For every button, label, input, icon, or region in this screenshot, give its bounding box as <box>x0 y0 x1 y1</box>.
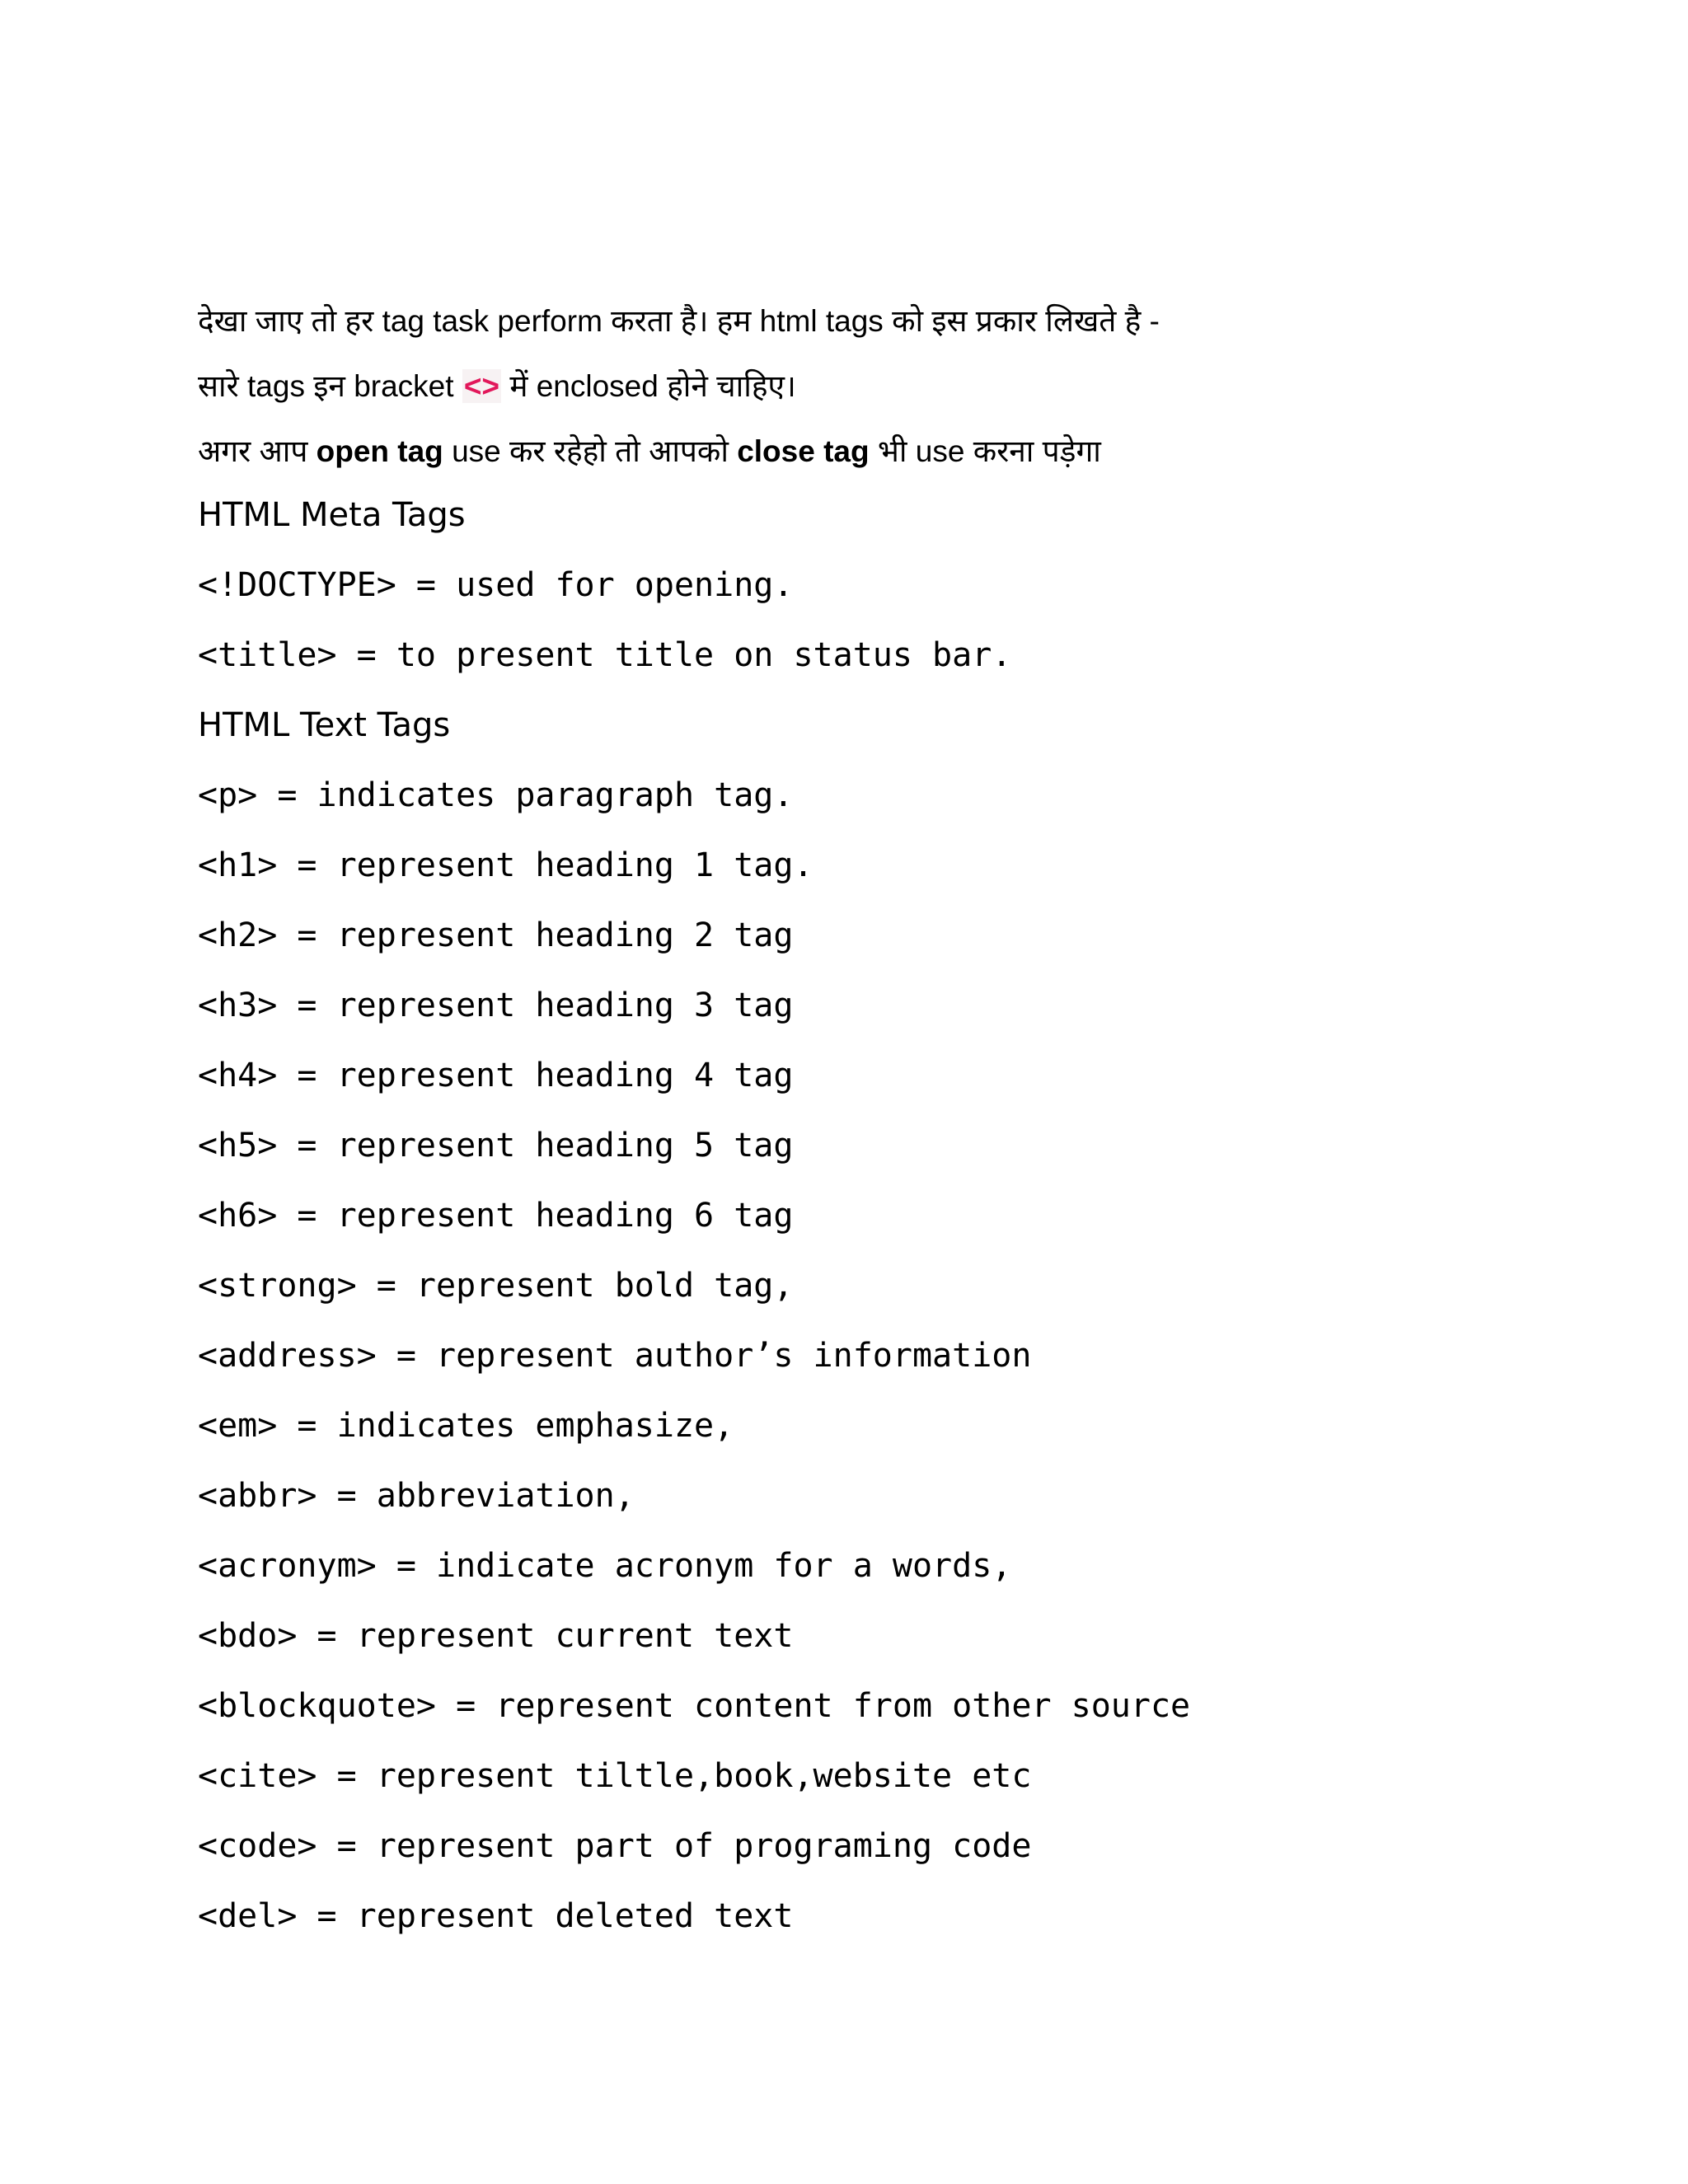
intro-line-1 <box>198 298 1160 340</box>
text-item-address: <address> = represent author’s information <box>198 1337 1032 1375</box>
text-item-h3: <h3> = represent heading 3 tag <box>198 987 794 1024</box>
text-item-abbr: <abbr> = abbreviation, <box>198 1477 635 1515</box>
meta-item-title: <title> = to present title on status bar. <box>198 636 1012 674</box>
intro-line-2-before: सारे tags इन bracket <box>198 369 462 403</box>
text-item-acronym: <acronym> = indicate acronym for a words, <box>198 1547 1012 1585</box>
bracket-symbol: <> <box>463 369 500 403</box>
meta-tags-heading: HTML Meta Tags <box>198 496 466 534</box>
text-item-blockquote: <blockquote> = represent content from other source <box>198 1687 1191 1725</box>
intro-line-3-part1: अगर आप <box>198 434 316 468</box>
text-item-cite: <cite> = represent tiltle,book,website etc <box>198 1757 1032 1795</box>
intro-line-2 <box>198 363 796 405</box>
intro-line-3-part3: भी use करना पड़ेगा <box>869 434 1101 468</box>
intro-line-3 <box>198 429 1101 471</box>
intro-line-3-part2: use कर रहेहो तो आपको <box>443 434 738 468</box>
open-tag-term: open tag <box>316 434 443 468</box>
close-tag-term: close tag <box>737 434 870 468</box>
text-tags-heading: HTML Text Tags <box>198 706 451 744</box>
text-item-p: <p> = indicates paragraph tag. <box>198 776 794 814</box>
text-item-h1: <h1> = represent heading 1 tag. <box>198 846 814 884</box>
text-item-h5: <h5> = represent heading 5 tag <box>198 1127 794 1165</box>
text-item-code: <code> = represent part of programing code <box>198 1827 1032 1865</box>
text-item-em: <em> = indicates emphasize, <box>198 1407 734 1445</box>
text-item-bdo: <bdo> = represent current text <box>198 1617 794 1655</box>
text-item-strong: <strong> = represent bold tag, <box>198 1267 794 1305</box>
intro-line-2-after: में enclosed होने चाहिए। <box>501 369 796 403</box>
text-item-h4: <h4> = represent heading 4 tag <box>198 1057 794 1094</box>
text-item-del: <del> = represent deleted text <box>198 1897 794 1935</box>
intro-line-1-text: देखा जाए तो हर tag task perform करता है। हम html tags को इस प्रकार लिखते है - <box>198 304 1160 338</box>
text-item-h2: <h2> = represent heading 2 tag <box>198 916 794 954</box>
text-item-h6: <h6> = represent heading 6 tag <box>198 1197 794 1235</box>
meta-item-doctype: <!DOCTYPE> = used for opening. <box>198 566 794 604</box>
